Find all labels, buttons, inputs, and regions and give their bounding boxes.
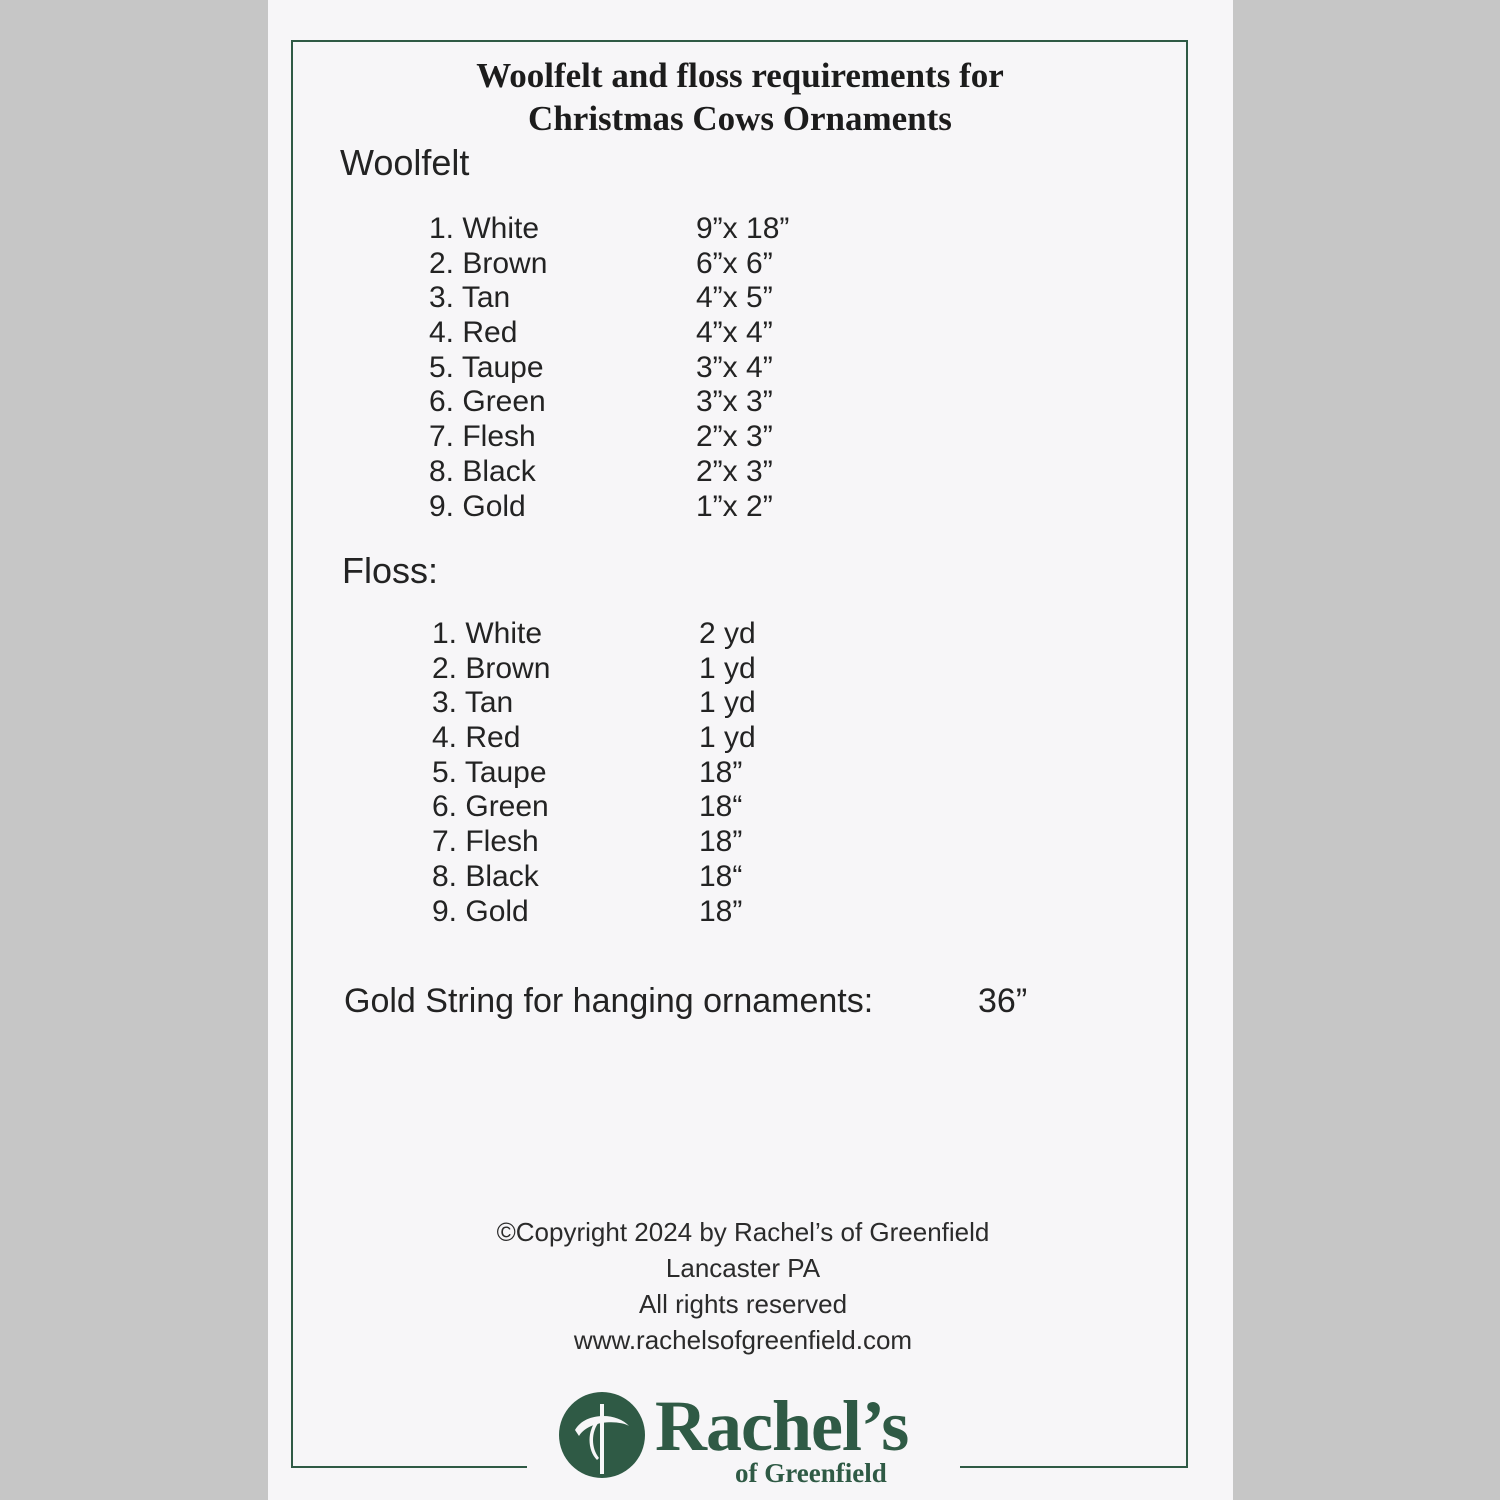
floss-item [432, 860, 852, 895]
copyright-line: ©Copyright 2024 by Rachel’s of Greenfield [496, 1217, 990, 1247]
woolfelt-item-name: 9. Gold [429, 489, 526, 523]
floss-item [432, 652, 852, 687]
title-line-2: Christmas Cows Ornaments [528, 99, 952, 138]
woolfelt-item-quantity: 4”x 5” [696, 281, 773, 315]
gold-string-label: Gold String for hanging ornaments: [344, 982, 874, 1020]
logo-emblem-icon [557, 1390, 647, 1480]
floss-item [432, 721, 852, 756]
floss-item-name: 3. Tan [432, 686, 514, 720]
floss-item [432, 617, 852, 652]
floss-item-name: 4. Red [432, 721, 521, 755]
floss-item [432, 756, 852, 791]
woolfelt-item [429, 247, 849, 282]
floss-item-name: 8. Black [432, 859, 539, 893]
woolfelt-item-quantity: 6”x 6” [696, 246, 773, 280]
woolfelt-item-name: 5. Taupe [429, 350, 544, 384]
woolfelt-item [429, 281, 849, 316]
frame-border-bottom-left [291, 1466, 527, 1468]
woolfelt-item-name: 3. Tan [429, 281, 511, 315]
woolfelt-item-name: 2. Brown [429, 246, 548, 280]
woolfelt-item-name: 8. Black [429, 454, 536, 488]
floss-item [432, 895, 852, 930]
floss-item-quantity: 1 yd [699, 686, 756, 720]
floss-item-quantity: 1 yd [699, 721, 756, 755]
woolfelt-heading: Woolfelt [340, 142, 470, 183]
floss-item-name: 2. Brown [432, 651, 551, 685]
floss-item [432, 686, 852, 721]
woolfelt-item [429, 420, 849, 455]
rachels-logo [555, 1388, 935, 1488]
floss-heading: Floss: [342, 550, 439, 591]
frame-border-right [1186, 40, 1188, 1468]
woolfelt-item [429, 455, 849, 490]
woolfelt-item-quantity: 2”x 3” [696, 420, 773, 454]
woolfelt-list [429, 212, 849, 524]
woolfelt-item [429, 490, 849, 525]
floss-item-quantity: 18“ [699, 859, 743, 893]
floss-item-name: 5. Taupe [432, 755, 547, 789]
floss-item-name: 1. White [432, 617, 543, 650]
floss-item-name: 7. Flesh [432, 825, 539, 859]
woolfelt-item-quantity: 3”x 3” [696, 385, 773, 419]
frame-border-top [291, 40, 1188, 42]
floss-item-quantity: 2 yd [699, 617, 756, 650]
woolfelt-item [429, 316, 849, 351]
copyright-block [443, 1214, 1043, 1358]
gold-string-value: 36” [978, 982, 1028, 1020]
woolfelt-item [429, 351, 849, 386]
floss-list [432, 617, 852, 929]
woolfelt-item-quantity: 4”x 4” [696, 316, 773, 350]
floss-item-quantity: 18” [699, 894, 743, 928]
woolfelt-item-name: 6. Green [429, 385, 546, 419]
logo-subtitle: of Greenfield [735, 1458, 887, 1488]
copyright-website: www.rachelsofgreenfield.com [573, 1325, 913, 1355]
woolfelt-item-quantity: 3”x 4” [696, 350, 773, 384]
floss-item-name: 6. Green [432, 790, 549, 824]
woolfelt-item-name: 1. White [429, 212, 540, 245]
gold-string-line [344, 982, 1028, 1021]
woolfelt-item [429, 385, 849, 420]
title-line-1: Woolfelt and floss requirements for [476, 56, 1004, 95]
copyright-rights: All rights reserved [638, 1289, 848, 1319]
floss-item [432, 825, 852, 860]
logo-wordmark: Rachel’s [655, 1386, 909, 1466]
frame-border-left [291, 40, 293, 1468]
woolfelt-item-name: 4. Red [429, 316, 518, 350]
floss-item-quantity: 18” [699, 755, 743, 789]
floss-item-name: 9. Gold [432, 894, 529, 928]
woolfelt-item-quantity: 2”x 3” [696, 454, 773, 488]
frame-border-bottom-right [960, 1466, 1188, 1468]
floss-item [432, 790, 852, 825]
floss-item-quantity: 18” [699, 825, 743, 859]
page-title [300, 54, 1180, 140]
woolfelt-item-name: 7. Flesh [429, 420, 536, 454]
woolfelt-item [429, 212, 849, 247]
floss-item-quantity: 18“ [699, 790, 743, 824]
woolfelt-item-quantity: 1”x 2” [696, 489, 773, 523]
woolfelt-item-quantity: 9”x 18” [696, 212, 790, 245]
copyright-location: Lancaster PA [665, 1253, 821, 1283]
floss-item-quantity: 1 yd [699, 651, 756, 685]
